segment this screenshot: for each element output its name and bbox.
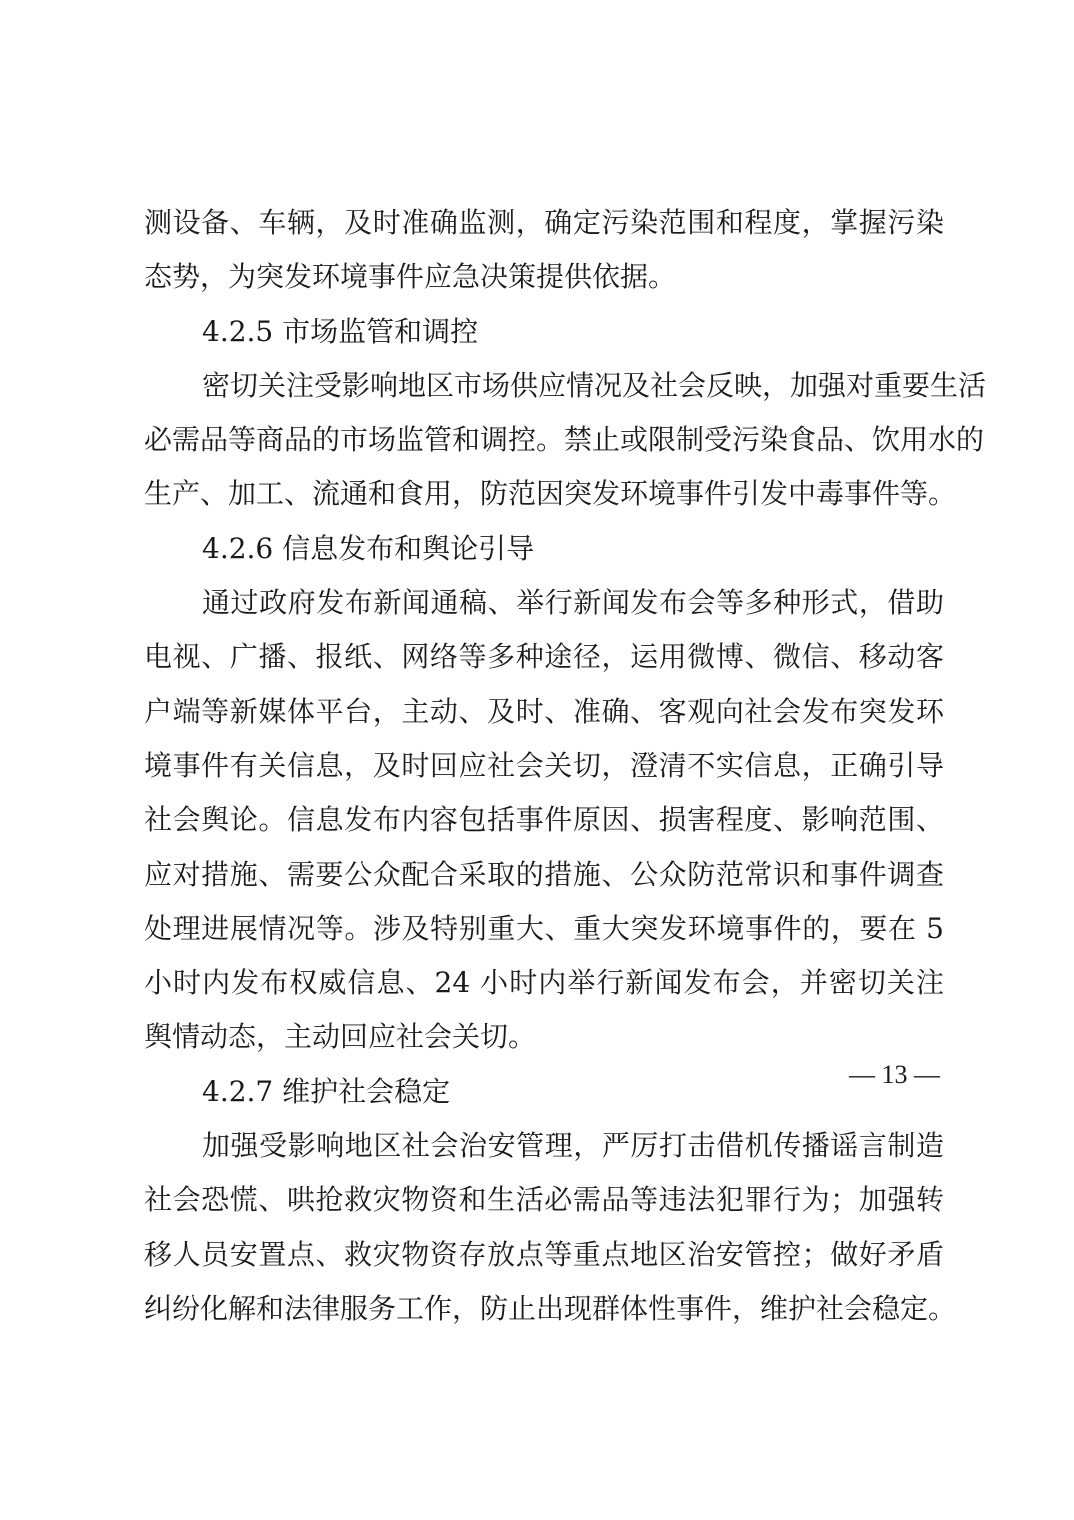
text-line: 小时内发布权威信息、24 小时内举行新闻发布会，并密切关注 [144, 966, 944, 1000]
text-line: 户端等新媒体平台，主动、及时、准确、客观向社会发布突发环 [144, 694, 944, 728]
text-line: 处理进展情况等。涉及特别重大、重大突发环境事件的，要在 5 [144, 911, 944, 945]
document-body [144, 196, 987, 1336]
section-heading-4-2-5: 4.2.5 市场监管和调控 [202, 314, 479, 348]
text-line: 纠纷化解和法律服务工作，防止出现群体性事件，维护社会稳定。 [144, 1291, 957, 1325]
text-line: 密切关注受影响地区市场供应情况及社会反映，加强对重要生活 [202, 368, 987, 402]
text-line: 生产、加工、流通和食用，防范因突发环境事件引发中毒事件等。 [144, 477, 957, 511]
page-number: — 13 — [849, 1060, 940, 1089]
text-line: 电视、广播、报纸、网络等多种途径，运用微博、微信、移动客 [144, 640, 944, 674]
text-line: 通过政府发布新闻通稿、举行新闻发布会等多种形式，借助 [202, 586, 944, 620]
section-heading-4-2-6: 4.2.6 信息发布和舆论引导 [202, 531, 535, 565]
text-line: 社会舆论。信息发布内容包括事件原因、损害程度、影响范围、 [144, 803, 944, 837]
text-line: 应对措施、需要公众配合采取的措施、公众防范常识和事件调查 [144, 857, 944, 891]
text-line: 社会恐慌、哄抢救灾物资和生活必需品等违法犯罪行为；加强转 [144, 1183, 944, 1217]
text-line: 舆情动态，主动回应社会关切。 [144, 1020, 537, 1054]
text-line: 测设备、车辆，及时准确监测，确定污染范围和程度，掌握污染 [144, 206, 944, 239]
section-heading-4-2-7: 4.2.7 维护社会稳定 [202, 1074, 451, 1108]
text-line: 加强受影响地区社会治安管理，严厉打击借机传播谣言制造 [202, 1129, 944, 1163]
text-line: 移人员安置点、救灾物资存放点等重点地区治安管控；做好矛盾 [144, 1237, 944, 1271]
text-line: 必需品等商品的市场监管和调控。禁止或限制受污染食品、饮用水的 [144, 423, 985, 457]
text-line: 态势，为突发环境事件应急决策提供依据。 [144, 260, 677, 294]
text-line: 境事件有关信息，及时回应社会关切，澄清不实信息，正确引导 [144, 748, 944, 782]
